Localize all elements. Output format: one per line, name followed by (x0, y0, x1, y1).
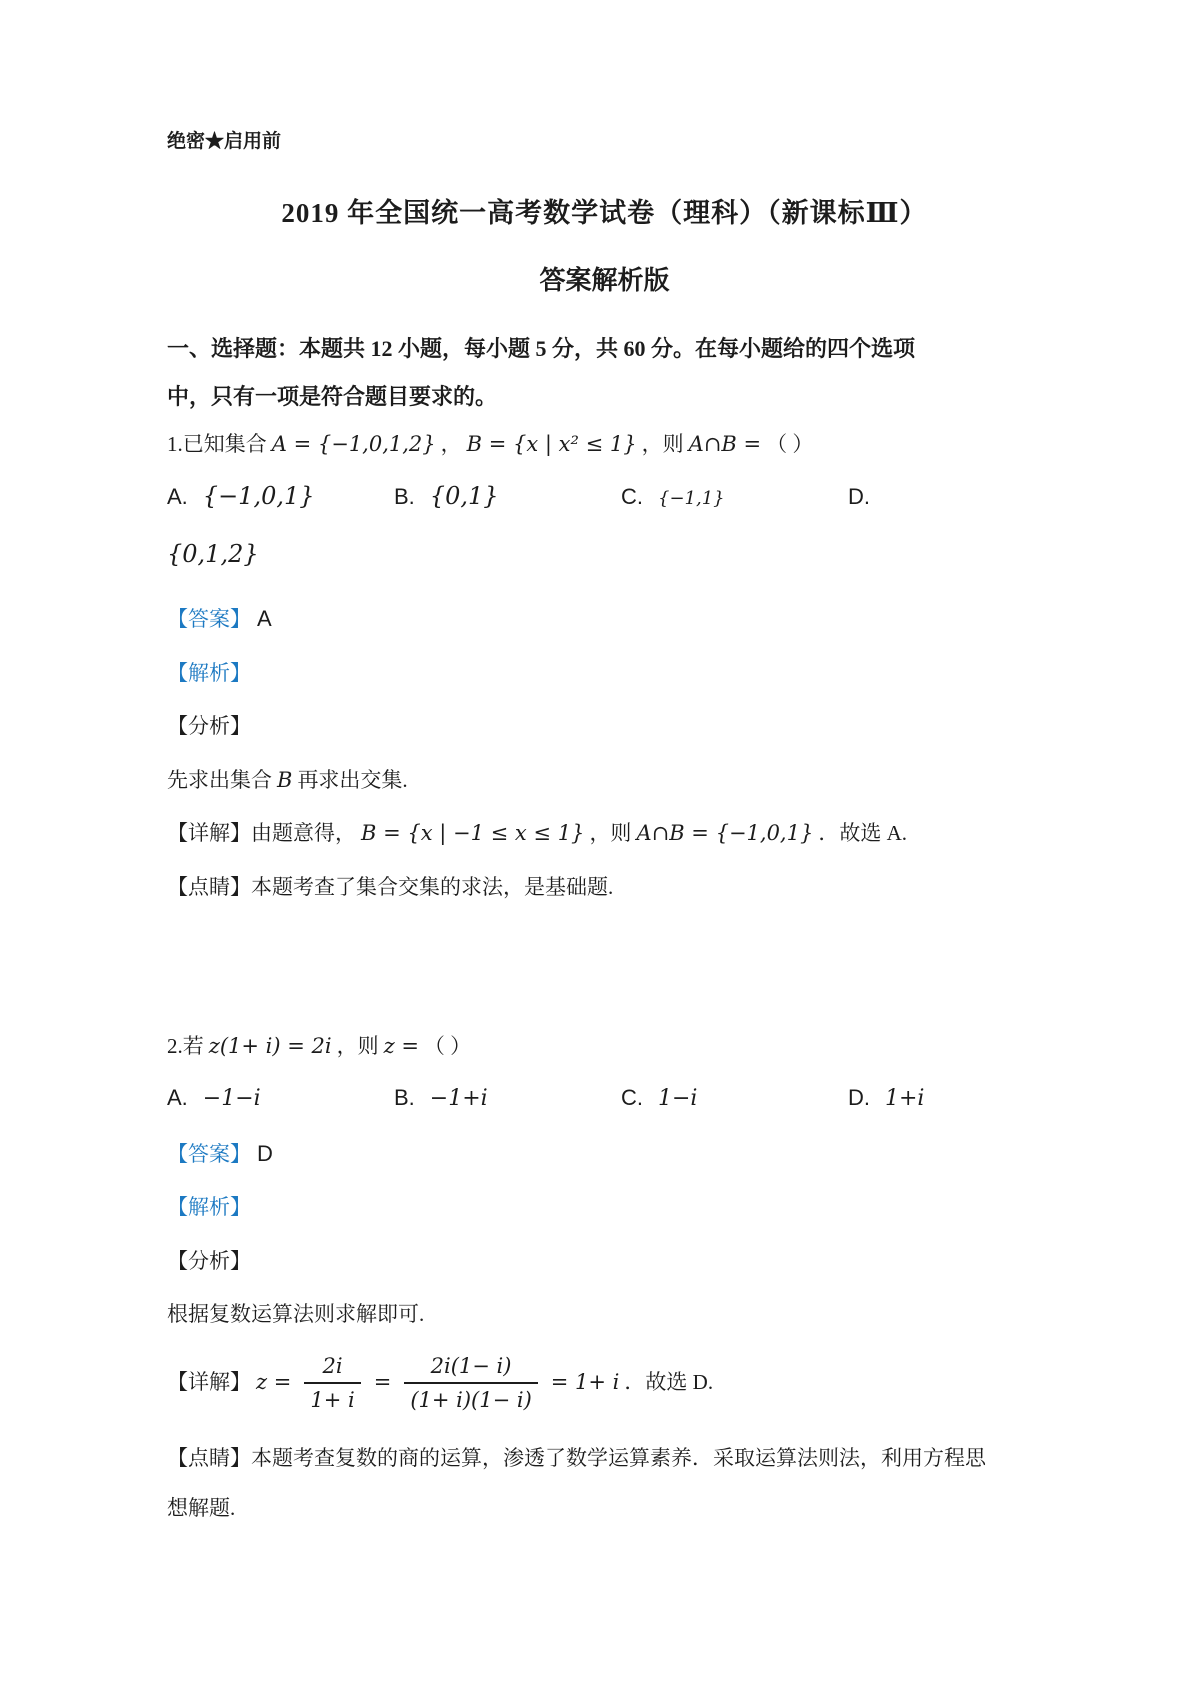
question-2-dianjing-line2: 想解题. (167, 1495, 236, 1520)
option-d-label: D. (848, 484, 870, 510)
question-2-jiexi-label: 【解析】 (167, 1195, 251, 1220)
option-c-label: C. (621, 484, 643, 510)
option-c-label: C. (621, 1084, 643, 1110)
question-2-option-a (167, 1085, 394, 1111)
question-2-answer-line (167, 1137, 1042, 1171)
option-b-label: B. (394, 1084, 415, 1110)
question-2-block (167, 1031, 1042, 1524)
option-a-value: {−1,0,1} (202, 482, 315, 511)
question-1-dianjing: 【点睛】本题考查了集合交集的求法，是基础题. (167, 874, 614, 899)
question-1-xiangjie: 【详解】由题意得， B = {x | −1 ≤ x ≤ 1} ，则 A∩B = {−1,0,1} ．故选 A. (167, 821, 907, 846)
question-2-xiangjie: 【详解】 z = $\frac{2i}{1+ i}$ = $\frac{2i(1- i)}{(1+ i)(1- i)}$ = 1+ i ．故选 D. (167, 1353, 714, 1413)
question-1-stem: 1.已知集合 A = {−1,0,1,2} ， B = {x | x² ≤ 1} ，则 A∩B = （ ） (167, 431, 814, 456)
q2-fraction-1: $\frac{2i}{1+ i}$ (304, 1353, 360, 1414)
question-1-answer-value: A (257, 606, 272, 632)
question-2-option-c (621, 1085, 848, 1111)
question-1-jiexi-label: 【解析】 (167, 660, 251, 685)
option-c-value: 1−i (658, 1085, 698, 1111)
xiangjie-label: 【详解】 (167, 821, 251, 846)
question-2-number: 2. (167, 1034, 183, 1059)
section-header-line1: 一、选择题：本题共 12 小题，每小题 5 分，共 60 分。在每小题给的四个选项 (167, 336, 916, 361)
question-1-number: 1. (167, 431, 183, 456)
question-1-option-d (848, 484, 880, 510)
q2-detail-result: = 1+ i (550, 1370, 620, 1395)
question-1-fenxi-text: 先求出集合 B 再求出交集. (167, 767, 408, 792)
document-title: 2019 年全国统一高考数学试卷（理科）（新课标Ⅲ） (281, 198, 928, 228)
question-2-fenxi-label: 【分析】 (167, 1248, 251, 1273)
question-1-option-a (167, 482, 394, 510)
section-header-line2: 中，只有一项是符合题目要求的。 (167, 383, 498, 409)
q1-intersection-formula: A∩B = (688, 431, 762, 456)
option-b-label: B. (394, 484, 415, 510)
question-2-options (167, 1085, 1042, 1111)
q2-detail-lead: z = (256, 1370, 292, 1395)
answer-label: 【答案】 (167, 1141, 251, 1166)
answer-label: 【答案】 (167, 607, 251, 632)
question-1-fenxi-label: 【分析】 (167, 714, 251, 739)
question-2-dianjing-line1: 【点睛】本题考查复数的商的运算，渗透了数学运算素养．采取运算法则法，利用方程思 (167, 1446, 986, 1471)
question-2-stem: 2.若 z(1+ i) = 2i ，则 z = （ ） (167, 1034, 472, 1059)
q1-set-a-formula: A = {−1,0,1,2} (271, 431, 436, 456)
question-1-option-c (621, 484, 848, 510)
option-a-label: A. (167, 484, 188, 510)
option-d-value: 1+i (885, 1085, 925, 1111)
security-marking: 绝密★启用前 (167, 131, 282, 152)
question-1-option-d-value: {0,1,2} (167, 540, 259, 569)
dianjing-label: 【点睛】 (167, 874, 251, 899)
question-1-options (167, 482, 1042, 510)
question-2-option-b (394, 1085, 621, 1111)
question-2-answer-value: D (257, 1140, 273, 1166)
q2-z-formula: z = (383, 1034, 419, 1059)
document-subtitle: 答案解析版 (539, 266, 670, 295)
option-d-label: D. (848, 1084, 870, 1110)
option-a-value: −1−i (202, 1085, 261, 1111)
q1-set-b-formula: B = {x | x² ≤ 1} (466, 431, 637, 456)
option-a-label: A. (167, 1084, 188, 1110)
question-2-option-d (848, 1085, 929, 1111)
question-2-fenxi-text: 根据复数运算法则求解即可. (167, 1302, 425, 1327)
question-1-block (167, 429, 1042, 904)
dianjing-label: 【点睛】 (167, 1446, 251, 1471)
q2-equation-formula: z(1+ i) = 2i (208, 1034, 332, 1059)
question-1-answer-line (167, 602, 1042, 636)
xiangjie-label: 【详解】 (167, 1370, 251, 1395)
option-c-value: {−1,1} (658, 488, 725, 510)
option-b-value: {0,1} (429, 482, 499, 511)
q2-fraction-2: $\frac{2i(1- i)}{(1+ i)(1- i)}$ (404, 1353, 537, 1414)
question-1-option-b (394, 482, 621, 510)
option-b-value: −1+i (429, 1085, 488, 1111)
